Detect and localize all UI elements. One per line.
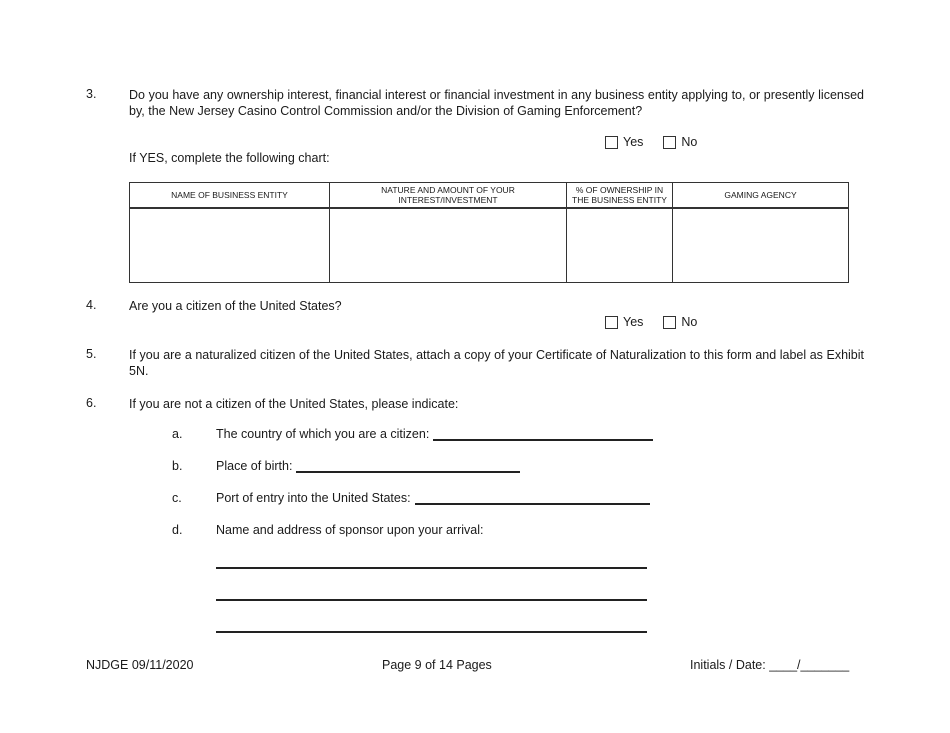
q3-chart-intro: If YES, complete the following chart: bbox=[129, 151, 330, 165]
q4-no-checkbox[interactable] bbox=[663, 316, 676, 329]
q6d-letter: d. bbox=[172, 523, 183, 537]
q6a-row bbox=[216, 427, 653, 441]
footer-initials-blank[interactable]: ____/_______ bbox=[769, 658, 850, 672]
sponsor-line-1[interactable] bbox=[216, 567, 647, 569]
q6b-fill-line[interactable] bbox=[296, 459, 520, 473]
q5-number: 5. bbox=[86, 347, 97, 361]
ownership-chart bbox=[129, 182, 849, 283]
chart-cell-ownership[interactable] bbox=[567, 208, 673, 283]
q4-number: 4. bbox=[86, 298, 97, 312]
q6c-label: Port of entry into the United States: bbox=[216, 491, 411, 505]
footer-initials bbox=[690, 658, 849, 672]
chart-header-agency: GAMING AGENCY bbox=[673, 183, 849, 209]
q3-text: Do you have any ownership interest, financial interest or financial investment in any business entity applying to, or presently licensed by, the New Jersey Casino Control Commission and/or the Division of Gaming Enforcement? bbox=[129, 88, 864, 118]
q3-no-label: No bbox=[681, 135, 698, 149]
q4-yes-no bbox=[605, 315, 697, 329]
q6b-row bbox=[216, 459, 520, 473]
q3-no-checkbox[interactable] bbox=[663, 136, 676, 149]
q6a-fill-line[interactable] bbox=[433, 427, 653, 441]
q4-yes-checkbox[interactable] bbox=[605, 316, 618, 329]
q6d-label: Name and address of sponsor upon your arrival: bbox=[216, 523, 484, 537]
footer-page-number: Page 9 of 14 Pages bbox=[382, 658, 492, 672]
q4-yes-label: Yes bbox=[623, 315, 644, 329]
footer-form-id: NJDGE 09/11/2020 bbox=[86, 658, 194, 672]
sponsor-line-3[interactable] bbox=[216, 631, 647, 633]
q6b-label: Place of birth: bbox=[216, 459, 293, 473]
chart-header-ownership: % OF OWNERSHIP IN THE BUSINESS ENTITY bbox=[567, 183, 673, 209]
sponsor-line-2[interactable] bbox=[216, 599, 647, 601]
q3-yes-no bbox=[605, 135, 697, 149]
q4-no-label: No bbox=[681, 315, 698, 329]
q6b-letter: b. bbox=[172, 459, 183, 473]
q4-text: Are you a citizen of the United States? bbox=[129, 299, 342, 313]
chart-header-name: NAME OF BUSINESS ENTITY bbox=[130, 183, 330, 209]
chart-header-nature: NATURE AND AMOUNT OF YOUR INTEREST/INVESTMENT bbox=[330, 183, 567, 209]
chart-cell-nature[interactable] bbox=[330, 208, 567, 283]
q6-number: 6. bbox=[86, 396, 97, 410]
q6c-row bbox=[216, 491, 650, 505]
chart-cell-agency[interactable] bbox=[673, 208, 849, 283]
q6-text: If you are not a citizen of the United States, please indicate: bbox=[129, 397, 459, 411]
footer-initials-label: Initials / Date: bbox=[690, 658, 766, 672]
q3-number: 3. bbox=[86, 87, 97, 101]
q6a-label: The country of which you are a citizen: bbox=[216, 427, 430, 441]
q6d-row bbox=[216, 523, 484, 537]
q3-yes-checkbox[interactable] bbox=[605, 136, 618, 149]
q5-text: If you are a naturalized citizen of the United States, attach a copy of your Certificate of Naturalization to this form and label as Exhibit 5N. bbox=[129, 348, 864, 378]
q6a-letter: a. bbox=[172, 427, 183, 441]
q6c-letter: c. bbox=[172, 491, 182, 505]
chart-cell-name[interactable] bbox=[130, 208, 330, 283]
q3-yes-label: Yes bbox=[623, 135, 644, 149]
q6c-fill-line[interactable] bbox=[415, 491, 650, 505]
